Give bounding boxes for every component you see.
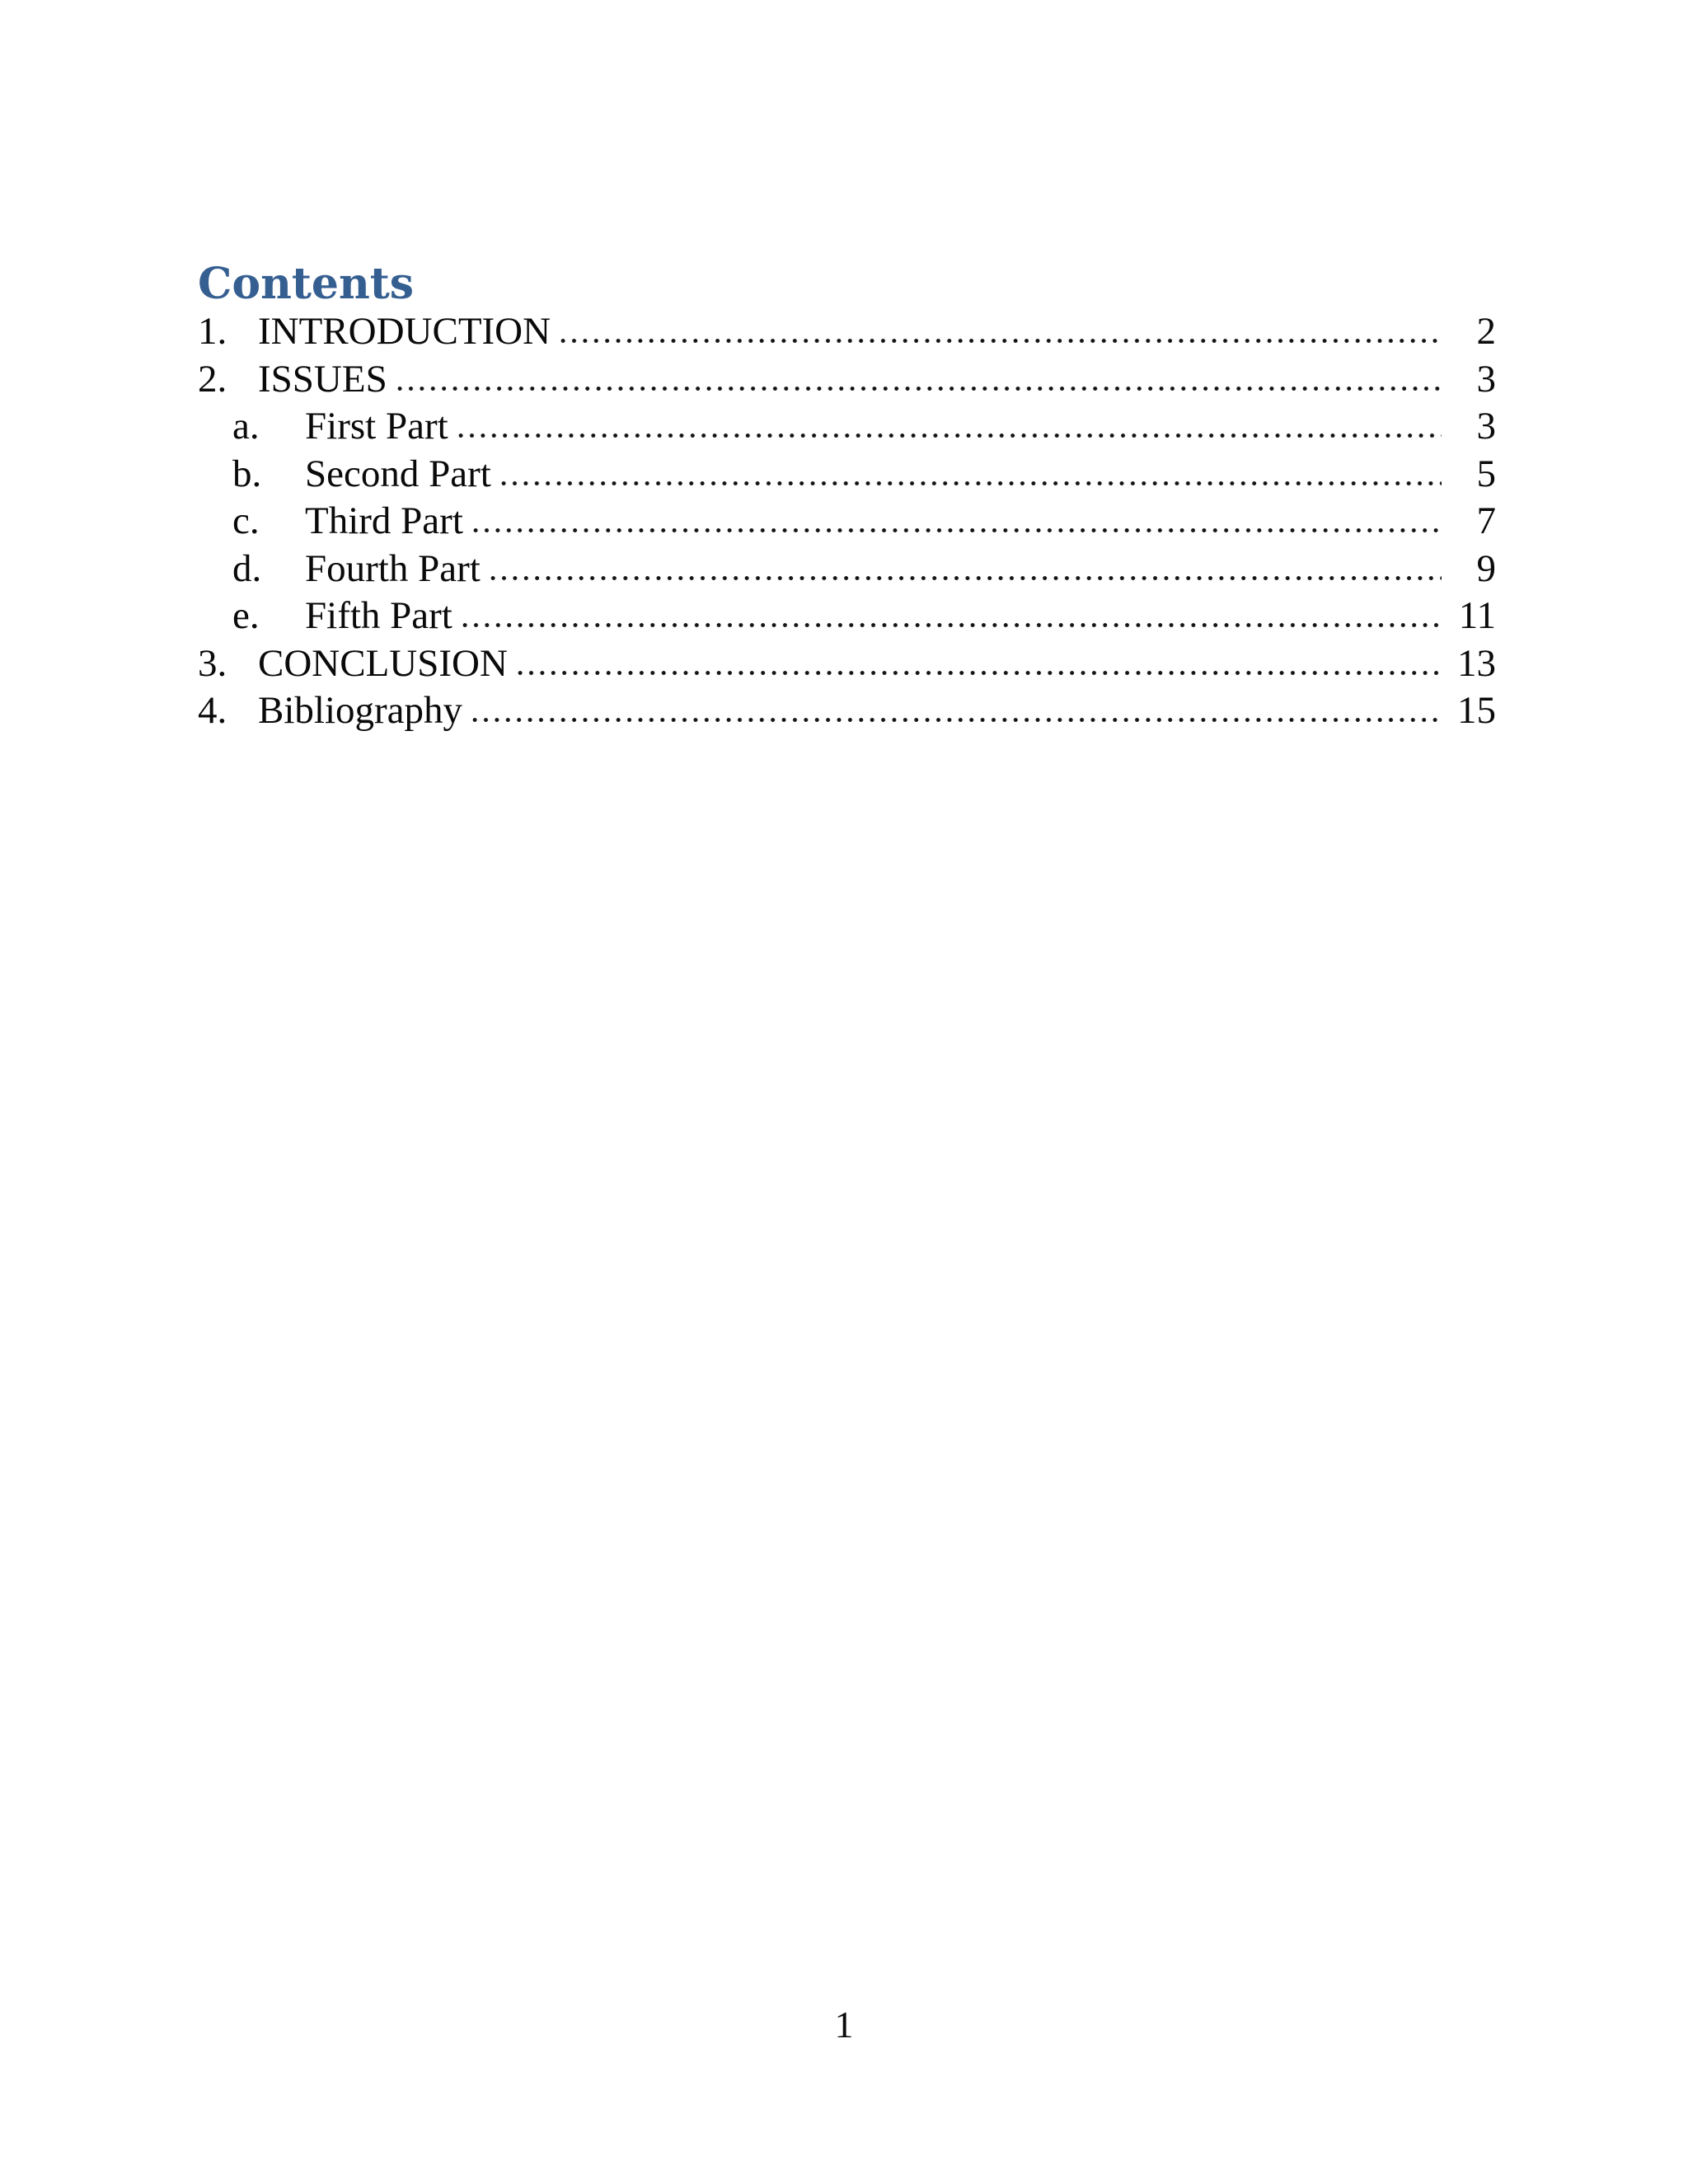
toc-entry-page: 15 xyxy=(1457,689,1496,732)
dot-leader xyxy=(473,527,1442,533)
toc-entry-introduction[interactable] xyxy=(198,308,1496,356)
toc-entry-page: 3 xyxy=(1476,357,1496,401)
toc-entry-issues[interactable] xyxy=(198,356,1496,404)
toc-entry-number: a. xyxy=(232,405,260,448)
toc-entry-number: c. xyxy=(232,499,260,542)
toc-entry-number: b. xyxy=(232,452,262,495)
toc-entry-title: Fifth Part xyxy=(305,594,452,637)
toc-entry-page: 3 xyxy=(1476,405,1496,448)
toc-entry-page: 5 xyxy=(1476,452,1496,495)
toc-entry-title: INTRODUCTION xyxy=(258,310,551,353)
dot-leader xyxy=(462,622,1442,628)
toc-entry-first-part[interactable] xyxy=(198,403,1496,451)
toc-entry-third-part[interactable] xyxy=(198,498,1496,546)
toc-entry-page: 13 xyxy=(1457,641,1496,685)
toc-entry-bibliography[interactable] xyxy=(198,687,1496,735)
toc-entry-number: 3. xyxy=(198,641,227,685)
toc-entry-title: ISSUES xyxy=(258,357,387,401)
contents-heading: Contents xyxy=(198,259,415,309)
toc-entry-fourth-part[interactable] xyxy=(198,546,1496,593)
toc-section xyxy=(198,260,1496,735)
table-of-contents xyxy=(198,308,1496,735)
dot-leader xyxy=(472,717,1442,723)
dot-leader xyxy=(518,670,1442,676)
dot-leader xyxy=(458,433,1442,438)
toc-entry-title: Fourth Part xyxy=(305,546,481,590)
page-number-footer: 1 xyxy=(834,2004,854,2046)
toc-entry-number: d. xyxy=(232,546,262,590)
toc-entry-page: 11 xyxy=(1458,594,1496,637)
dot-leader xyxy=(397,386,1442,391)
dot-leader xyxy=(560,338,1442,344)
toc-entry-title: CONCLUSION xyxy=(258,641,508,685)
toc-entry-number: 1. xyxy=(198,310,227,353)
toc-entry-title: Third Part xyxy=(305,499,463,542)
dot-leader xyxy=(490,575,1442,581)
toc-entry-second-part[interactable] xyxy=(198,451,1496,499)
toc-entry-page: 2 xyxy=(1476,310,1496,353)
toc-entry-number: e. xyxy=(232,594,260,637)
dot-leader xyxy=(501,480,1442,486)
toc-entry-page: 9 xyxy=(1476,546,1496,590)
toc-entry-number: 2. xyxy=(198,357,227,401)
toc-entry-title: First Part xyxy=(305,405,448,448)
toc-entry-conclusion[interactable] xyxy=(198,640,1496,688)
toc-entry-page: 7 xyxy=(1476,499,1496,542)
toc-entry-title: Second Part xyxy=(305,452,491,495)
toc-entry-title: Bibliography xyxy=(258,689,463,732)
toc-entry-number: 4. xyxy=(198,689,227,732)
toc-entry-fifth-part[interactable] xyxy=(198,593,1496,640)
